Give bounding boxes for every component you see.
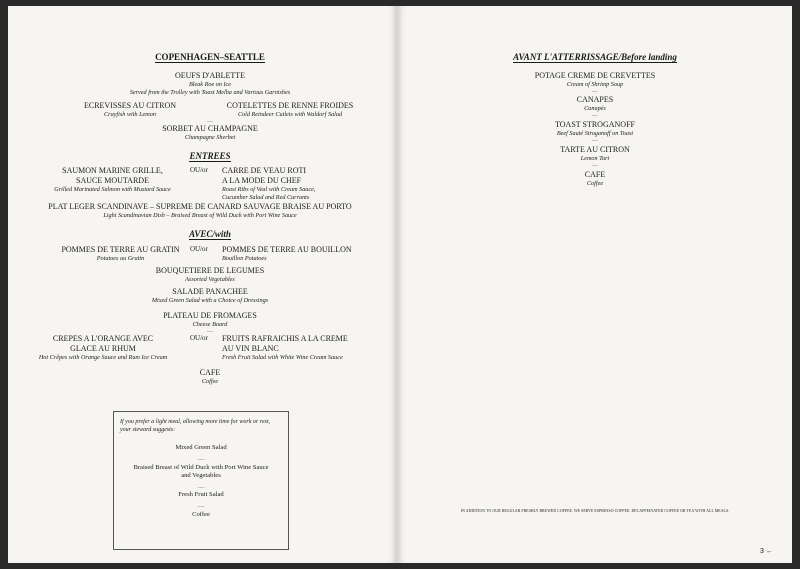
or-separator: OU/or bbox=[190, 245, 208, 253]
side-b: POMMES DE TERRE AU BOUILLON Bouillon Potatoes bbox=[222, 245, 352, 262]
entrees-heading: ENTREES bbox=[189, 151, 231, 161]
entree-b: CARRE DE VEAU ROTI A LA MODE DU CHEF Roast Ribs of Veal with Cream Sauce, Cucumber Salad and Red Currants bbox=[222, 166, 316, 201]
or-separator: OU/or bbox=[190, 166, 208, 174]
entree-c: PLAT LEGER SCANDINAVE – SUPREME DE CANARD SAUVAGE BRAISE AU PORTO Light Scandinavian Dish – Braised Breast of Wild Duck with Port Wine Sauce bbox=[48, 202, 352, 219]
sorbet-dish: SORBET AU CHAMPAGNE Champagne Sherbet bbox=[162, 124, 258, 141]
light-meal-item: Fresh Fruit Salad bbox=[178, 491, 224, 498]
route-title: COPENHAGEN–SEATTLE bbox=[155, 52, 265, 62]
landing-item-tart: TARTE AU CITRON Lemon Tart bbox=[560, 145, 630, 162]
divider: — bbox=[592, 163, 598, 169]
before-landing-heading: AVANT L'ATTERRISSAGE/Before landing bbox=[513, 52, 677, 62]
appetizer-b: COTELETTES DE RENNE FROIDES Cold Reindeer Cutlets with Waldorf Salad bbox=[226, 101, 354, 118]
landing-item-coffee: CAFE Coffee bbox=[584, 170, 606, 187]
page-number: 3 ← bbox=[760, 548, 773, 555]
divider: — bbox=[197, 503, 205, 510]
salad-dish: SALADE PANACHEE Mixed Green Salad with a Choice of Dressings bbox=[151, 287, 269, 304]
divider: — bbox=[197, 456, 205, 463]
dessert-a: CREPES A L'ORANGE AVEC GLACE AU RHUM Hot Crêpes with Orange Sauce and Rum Ice Cream bbox=[38, 334, 168, 361]
dessert-b: FRUITS RAFRAICHIS A LA CREME AU VIN BLANC Fresh Fruit Salad with White Wine Cream Sauce bbox=[222, 334, 348, 361]
divider: — bbox=[207, 119, 213, 125]
appetizer-a: ECREVISSES AU CITRON Crayfish with Lemon bbox=[83, 101, 176, 118]
divider: — bbox=[197, 484, 205, 491]
divider: — bbox=[207, 329, 213, 335]
landing-item-stroganoff: TOAST STROGANOFF Beef Sauté Stroganoff on Toast bbox=[555, 120, 635, 137]
light-meal-item: and Vegetables bbox=[181, 472, 221, 479]
landing-item-soup: POTAGE CREME DE CREVETTES Cream of Shrimp Soup bbox=[534, 71, 656, 88]
landing-item-canapes: CANAPES Canapés bbox=[576, 95, 614, 112]
light-meal-intro: If you prefer a light meal, allowing more time for work or rest, your steward suggests: bbox=[120, 419, 270, 433]
cheese-dish: PLATEAU DE FROMAGES Cheese Board bbox=[163, 311, 257, 328]
divider: — bbox=[592, 113, 598, 119]
vegetables-dish: BOUQUETIERE DE LEGUMES Assorted Vegetables bbox=[155, 266, 265, 283]
or-separator: OU/or bbox=[190, 334, 208, 342]
side-a: POMMES DE TERRE AU GRATIN Potatoes au Gratin bbox=[61, 245, 180, 262]
light-meal-item: Mixed Green Salad bbox=[175, 444, 227, 451]
divider: — bbox=[592, 138, 598, 144]
starter-dish: OEUFS D'ABLETTE Bleak Roe on Ice Served from the Trolley with Toast Melba and Various Garnishes bbox=[129, 71, 291, 96]
entree-a: SAUMON MARINE GRILLE, SAUCE MOUTARDE Grilled Marinated Salmon with Mustard Sauce bbox=[54, 166, 171, 193]
coffee-dish: CAFE Coffee bbox=[199, 368, 221, 385]
light-meal-item: Braised Breast of Wild Duck with Port Wine Sauce bbox=[133, 464, 269, 471]
beverage-footnote: IN ADDITION TO OUR REGULAR FRESHLY BREWED COFFEE, WE SERVE ESPRESSO COFFEE, DECAFFEINATED COFFEE OR TEA WITH ALL MEALS. bbox=[460, 509, 730, 513]
divider: — bbox=[592, 89, 598, 95]
light-meal-item: Coffee bbox=[192, 511, 210, 518]
avec-heading: AVEC/with bbox=[189, 229, 231, 239]
light-meal-box bbox=[113, 411, 289, 550]
